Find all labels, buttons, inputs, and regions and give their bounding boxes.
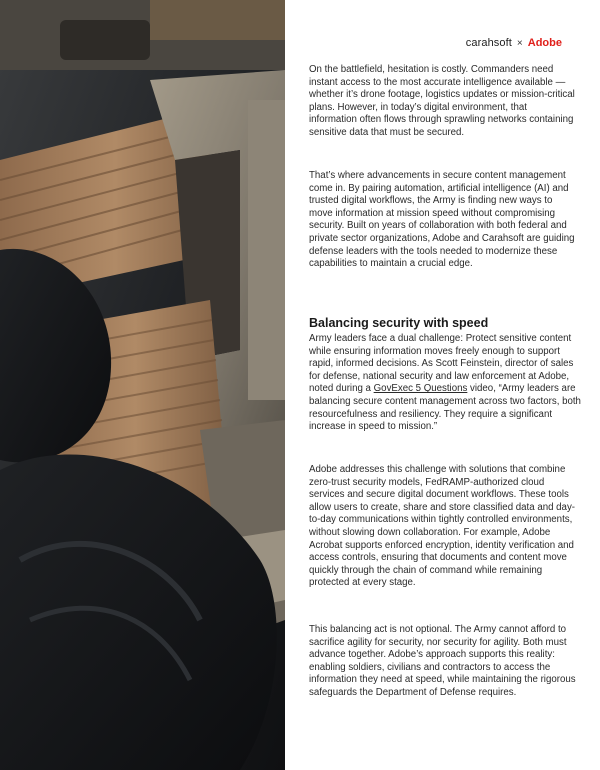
paragraph-text: Army leaders face a dual challenge: Protect sensitive content while ensuring information moves freely enough to support rapid, informed decisions. As Scott Feinstein, director of sales for defense, national security and law enforcement at Adobe, noted during a — [309, 333, 574, 395]
logo-separator: × — [516, 37, 523, 49]
paragraph-balancing-act: This balancing act is not optional. The Army cannot afford to sacrifice agility for security, nor security for agility. Both must advance together. Adobe’s approach supports this reality: enabling soldiers, civilians and contractors to access the information they need at speed, while maintaining the rigorous safeguards the Department of Defense requires. — [309, 624, 576, 698]
section-heading: Balancing security with speed — [309, 316, 489, 330]
partner-logos — [466, 37, 562, 49]
paragraph-dual-challenge — [309, 333, 581, 434]
govexec-video-link[interactable]: GovExec 5 Questions — [373, 383, 468, 395]
paragraph-intro: On the battlefield, hesitation is costly. Commanders need instant access to the most accurate intelligence available — whether it’s drone footage, logistics updates or mission-critical plans. However, in today’s digital environment, that information often flows through sprawling networks containing sensitive data that must be secured. — [309, 64, 575, 138]
adobe-logo: Adobe — [527, 37, 562, 49]
paragraph-solutions: Adobe addresses this challenge with solutions that combine zero-trust security models, FedRAMP-authorized cloud services and secure digital document workflows. These tools allow users to create, share and store classified data and day-to-day communications within tightly controlled environments, without slowing down collaboration. For example, Adobe Acrobat supports enforced encryption, identity verification and access controls, ensuring that documents and content move quickly through the chain of command while remaining protected at every stage. — [309, 464, 576, 589]
paragraph-advancements: That’s where advancements in secure content management come in. By pairing automation, artificial intelligence (AI) and trusted digital workflows, the Army is finding new ways to move information at mission speed without compromising security. Built on years of collaboration with both federal and private sector organizations, Adobe and Carahsoft are guiding defense leaders with the tools needed to modernize these capabilities to maintain a crucial edge. — [309, 170, 575, 270]
carahsoft-logo: carahsoft — [465, 37, 512, 49]
paragraph-text: video, “Army leaders are balancing secure content management across two factors, both resourcefulness and resiliency. They require a significant increase in speed to mission.” — [309, 383, 581, 433]
military-gear-photo — [0, 0, 285, 770]
